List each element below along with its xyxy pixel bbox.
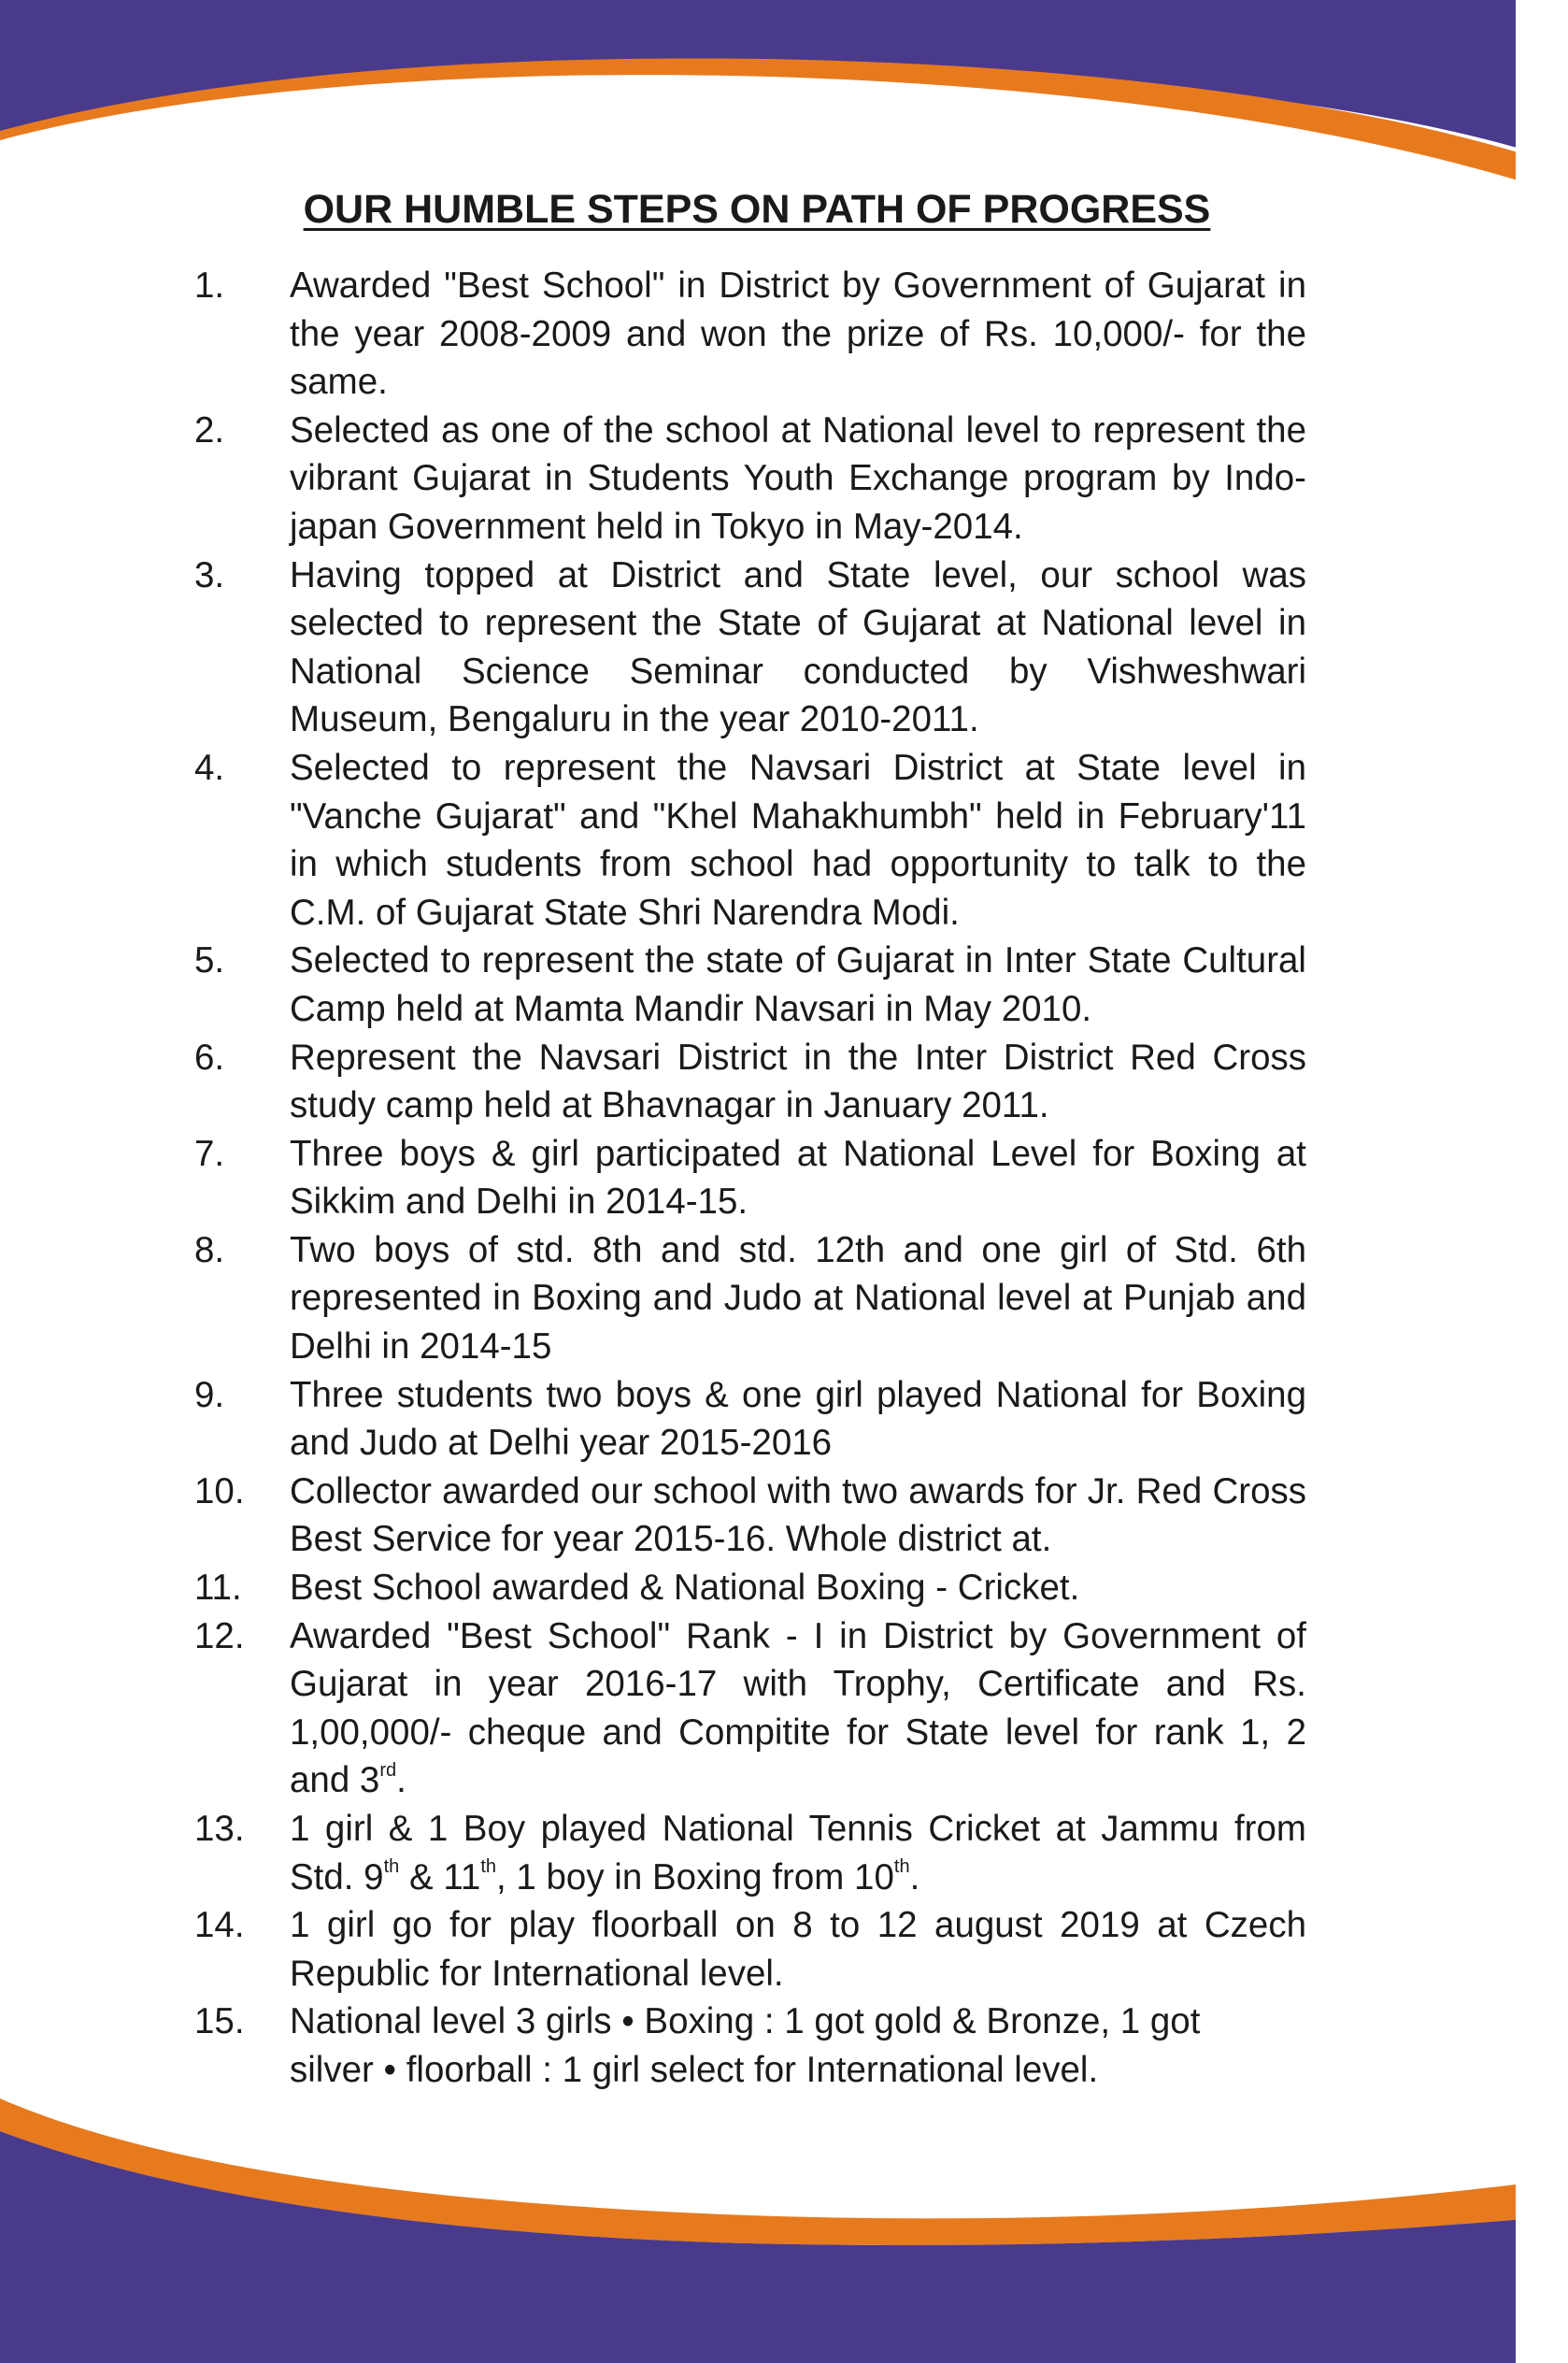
item-text: Selected to represent the state of Gujarat in Inter State Cultural Camp held at Mamta Mandir Navsari in May 2010.	[290, 940, 1306, 1029]
item-text	[290, 1805, 1306, 1901]
achievements-list	[194, 262, 1306, 2095]
item-number: 1.	[194, 265, 225, 306]
item-number: 15.	[194, 2001, 245, 2042]
item-text	[290, 1998, 1306, 2094]
list-item	[194, 1998, 1306, 2094]
top-purple-band	[0, 0, 1568, 164]
item-text-part: 1 girl & 1 Boy played National Tennis Cricket at Jammu from Std. 9	[290, 1809, 1306, 1898]
item-number: 13.	[194, 1809, 245, 1849]
item-text-part: & 11	[399, 1856, 481, 1898]
item-text: Selected to represent the Navsari District at State level in "Vanche Gujarat" and "Khel Mahakhumbh" held in February'11 in which students from school had opportunity to talk to the C.M. of Gujarat State Shri Narendra Modi.	[290, 747, 1306, 933]
item-text: Collector awarded our school with two awards for Jr. Red Cross Best Service for year 2015-16. Whole district at.	[290, 1470, 1306, 1560]
list-item	[194, 1564, 1306, 1612]
list-item	[194, 1034, 1306, 1130]
list-item	[194, 1468, 1306, 1564]
item-text: Two boys of std. 8th and std. 12th and one girl of Std. 6th represented in Boxing and Judo at National level at Punjab and Delhi in 2014-15	[290, 1229, 1306, 1368]
item-text-part: .	[396, 1760, 406, 1801]
item-text-line: National level 3 girls • Boxing : 1 got gold & Bronze, 1 got	[290, 2001, 1201, 2042]
item-text: Three boys & girl participated at National Level for Boxing at Sikkim and Delhi in 2014-15.	[290, 1133, 1306, 1223]
list-item	[194, 551, 1306, 744]
item-number: 3.	[194, 554, 225, 595]
item-number: 12.	[194, 1615, 245, 1656]
list-item	[194, 1612, 1306, 1805]
list-item	[194, 1901, 1306, 1998]
item-number: 10.	[194, 1470, 245, 1511]
item-number: 6.	[194, 1037, 225, 1078]
page-title: OUR HUMBLE STEPS ON PATH OF PROGRESS	[303, 187, 1211, 232]
item-number: 8.	[194, 1229, 225, 1270]
list-item	[194, 1805, 1306, 1901]
item-number: 11.	[194, 1568, 242, 1609]
item-text: 1 girl go for play floorball on 8 to 12 august 2019 at Czech Republic for International level.	[290, 1905, 1306, 1994]
item-text: Represent the Navsari District in the Inter District Red Cross study camp held at Bhavnagar in January 2011.	[290, 1037, 1306, 1126]
item-text: Three students two boys & one girl played National for Boxing and Judo at Delhi year 2015-2016	[290, 1374, 1306, 1464]
item-text	[290, 1612, 1306, 1805]
list-item	[194, 744, 1306, 937]
item-text: Awarded "Best School" in District by Government of Gujarat in the year 2008-2009 and won the prize of Rs. 10,000/- for the same.	[290, 265, 1306, 403]
right-white-margin	[1516, 0, 1568, 2363]
list-item	[194, 407, 1306, 551]
ordinal-suffix: th	[383, 1855, 400, 1877]
ordinal-suffix: th	[893, 1855, 910, 1877]
item-number: 7.	[194, 1133, 225, 1174]
list-item	[194, 1130, 1306, 1226]
item-number: 14.	[194, 1905, 245, 1946]
item-text-part: , 1 boy in Boxing from 10	[496, 1856, 894, 1898]
item-text: Best School awarded & National Boxing - Cricket.	[290, 1568, 1080, 1609]
item-number: 2.	[194, 409, 225, 451]
item-text-part: Awarded "Best School" Rank - I in District by Government of Gujarat in year 2016-17 with Trophy, Certificate and Rs. 1,00,000/- cheque and Compitite for State level for rank 1, 2 and 3	[290, 1615, 1306, 1801]
list-item	[194, 262, 1306, 407]
item-text-line: silver • floorball : 1 girl select for International level.	[290, 2049, 1099, 2090]
list-item	[194, 937, 1306, 1033]
item-number: 5.	[194, 940, 225, 981]
ordinal-suffix: th	[480, 1855, 497, 1877]
item-text: Having topped at District and State level, our school was selected to represent the State of Gujarat at National level in National Science Seminar conducted by Vishweshwari Museum, Bengaluru in the year 2010-2011.	[290, 554, 1306, 740]
ordinal-suffix: rd	[379, 1759, 397, 1781]
item-number: 4.	[194, 747, 225, 788]
list-item	[194, 1226, 1306, 1371]
item-text: Selected as one of the school at National level to represent the vibrant Gujarat in Students Youth Exchange program by Indo-japan Government held in Tokyo in May-2014.	[290, 409, 1306, 547]
item-text-part: .	[909, 1856, 920, 1898]
list-item	[194, 1371, 1306, 1468]
item-number: 9.	[194, 1374, 225, 1415]
